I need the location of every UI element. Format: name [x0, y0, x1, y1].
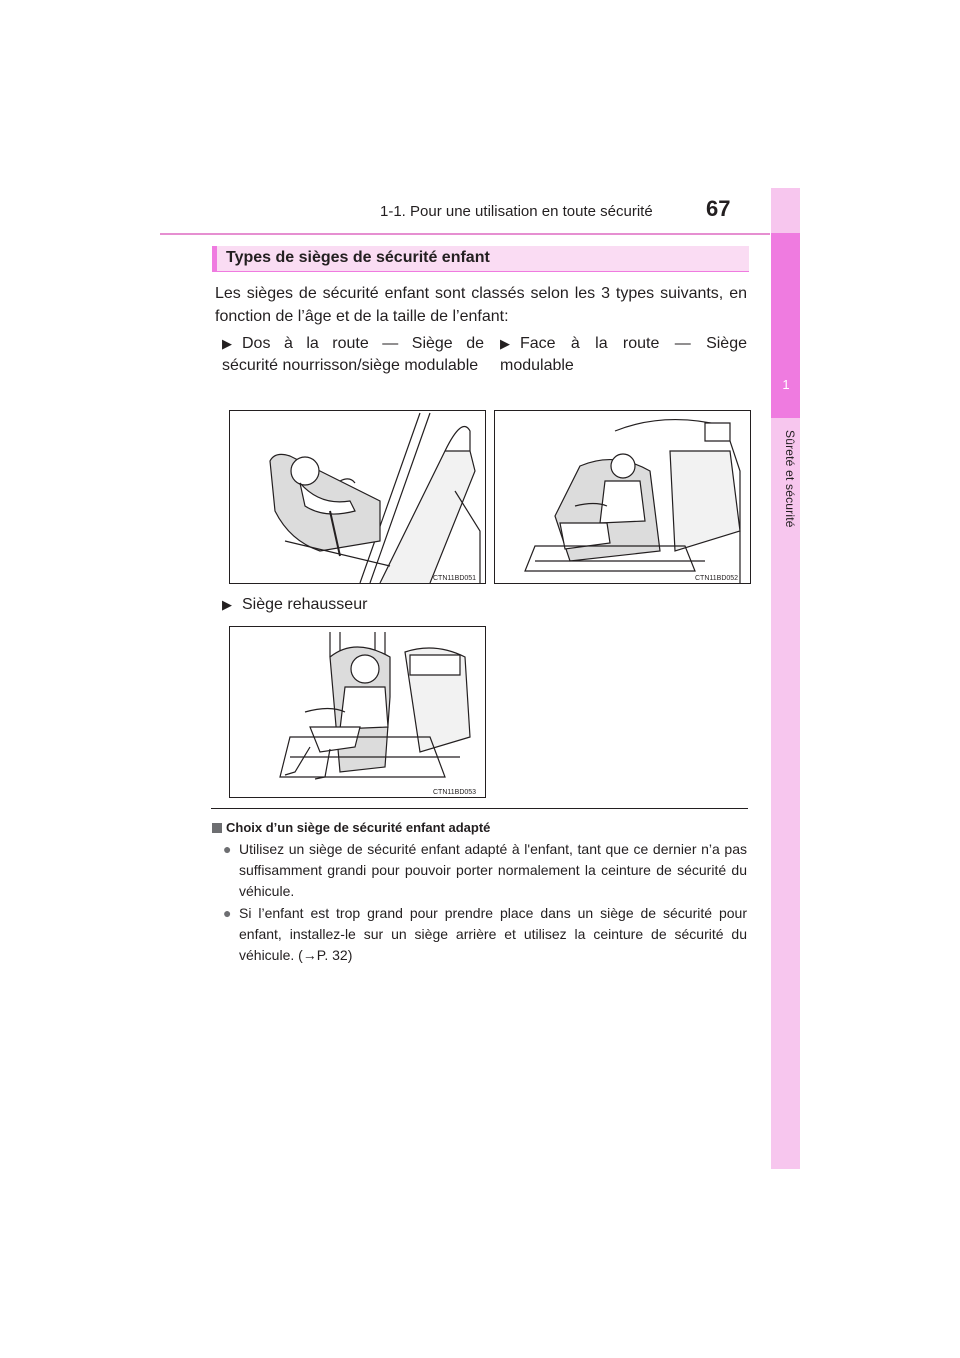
figure-code: CTN11BD052: [695, 575, 739, 582]
intro-paragraph: Les sièges de sécurité enfant sont classés selon les 3 types suivants, en fonction de l’âge et de la taille de l’enfant:: [215, 285, 747, 325]
seat-type-caption-booster: ▶ Siège rehausseur: [222, 594, 484, 616]
figure-code: CTN11BD051: [433, 575, 477, 582]
subsection-heading: Choix d’un siège de sécurité enfant adapté: [212, 820, 490, 835]
figure-rear-facing-seat: [229, 410, 486, 584]
section-title: Types de sièges de sécurité enfant: [226, 249, 490, 266]
bullet-item: ● Si l’enfant est trop grand pour prendre place dans un siège de sécurité pour enfant, installez-le sur un siège arrière et utilisez la ceinture de sécurité du véhicule. (→P. 32): [223, 905, 747, 963]
bullet-item: ● Utilisez un siège de sécurité enfant adapté à l'enfant, tant que ce dernier n’a pas suffisamment grandi pour pouvoir porter normalement la ceinture de sécurité du véhicule.: [223, 841, 747, 899]
seat-type-caption-forward-facing: ▶ Face à la route — Siège modulable: [500, 335, 747, 374]
rear-facing-seat-illustration: [230, 411, 485, 583]
triangle-arrow-icon: ▶: [222, 597, 232, 612]
chapter-number: 1: [782, 377, 790, 392]
round-bullet-icon: ●: [223, 841, 232, 857]
round-bullet-icon: ●: [223, 905, 232, 921]
section-divider: [211, 808, 748, 809]
page-number: 67: [706, 196, 731, 221]
triangle-arrow-icon: ▶: [500, 336, 510, 351]
header-rule: [160, 233, 770, 235]
running-header: 1-1. Pour une utilisation en toute sécurité: [380, 203, 653, 220]
seat-type-caption-rear-facing: ▶ Dos à la route — Siège de sécurité nourrisson/siège modulable: [222, 335, 484, 374]
figure-forward-facing-seat: [494, 410, 751, 584]
chapter-title: Sûreté et sécurité: [783, 430, 797, 528]
booster-seat-illustration: [230, 627, 485, 797]
forward-facing-seat-illustration: [495, 411, 750, 583]
triangle-arrow-icon: ▶: [222, 336, 232, 351]
figure-code: CTN11BD053: [433, 789, 477, 796]
square-bullet-icon: [212, 823, 222, 833]
figure-booster-seat: [229, 626, 486, 798]
